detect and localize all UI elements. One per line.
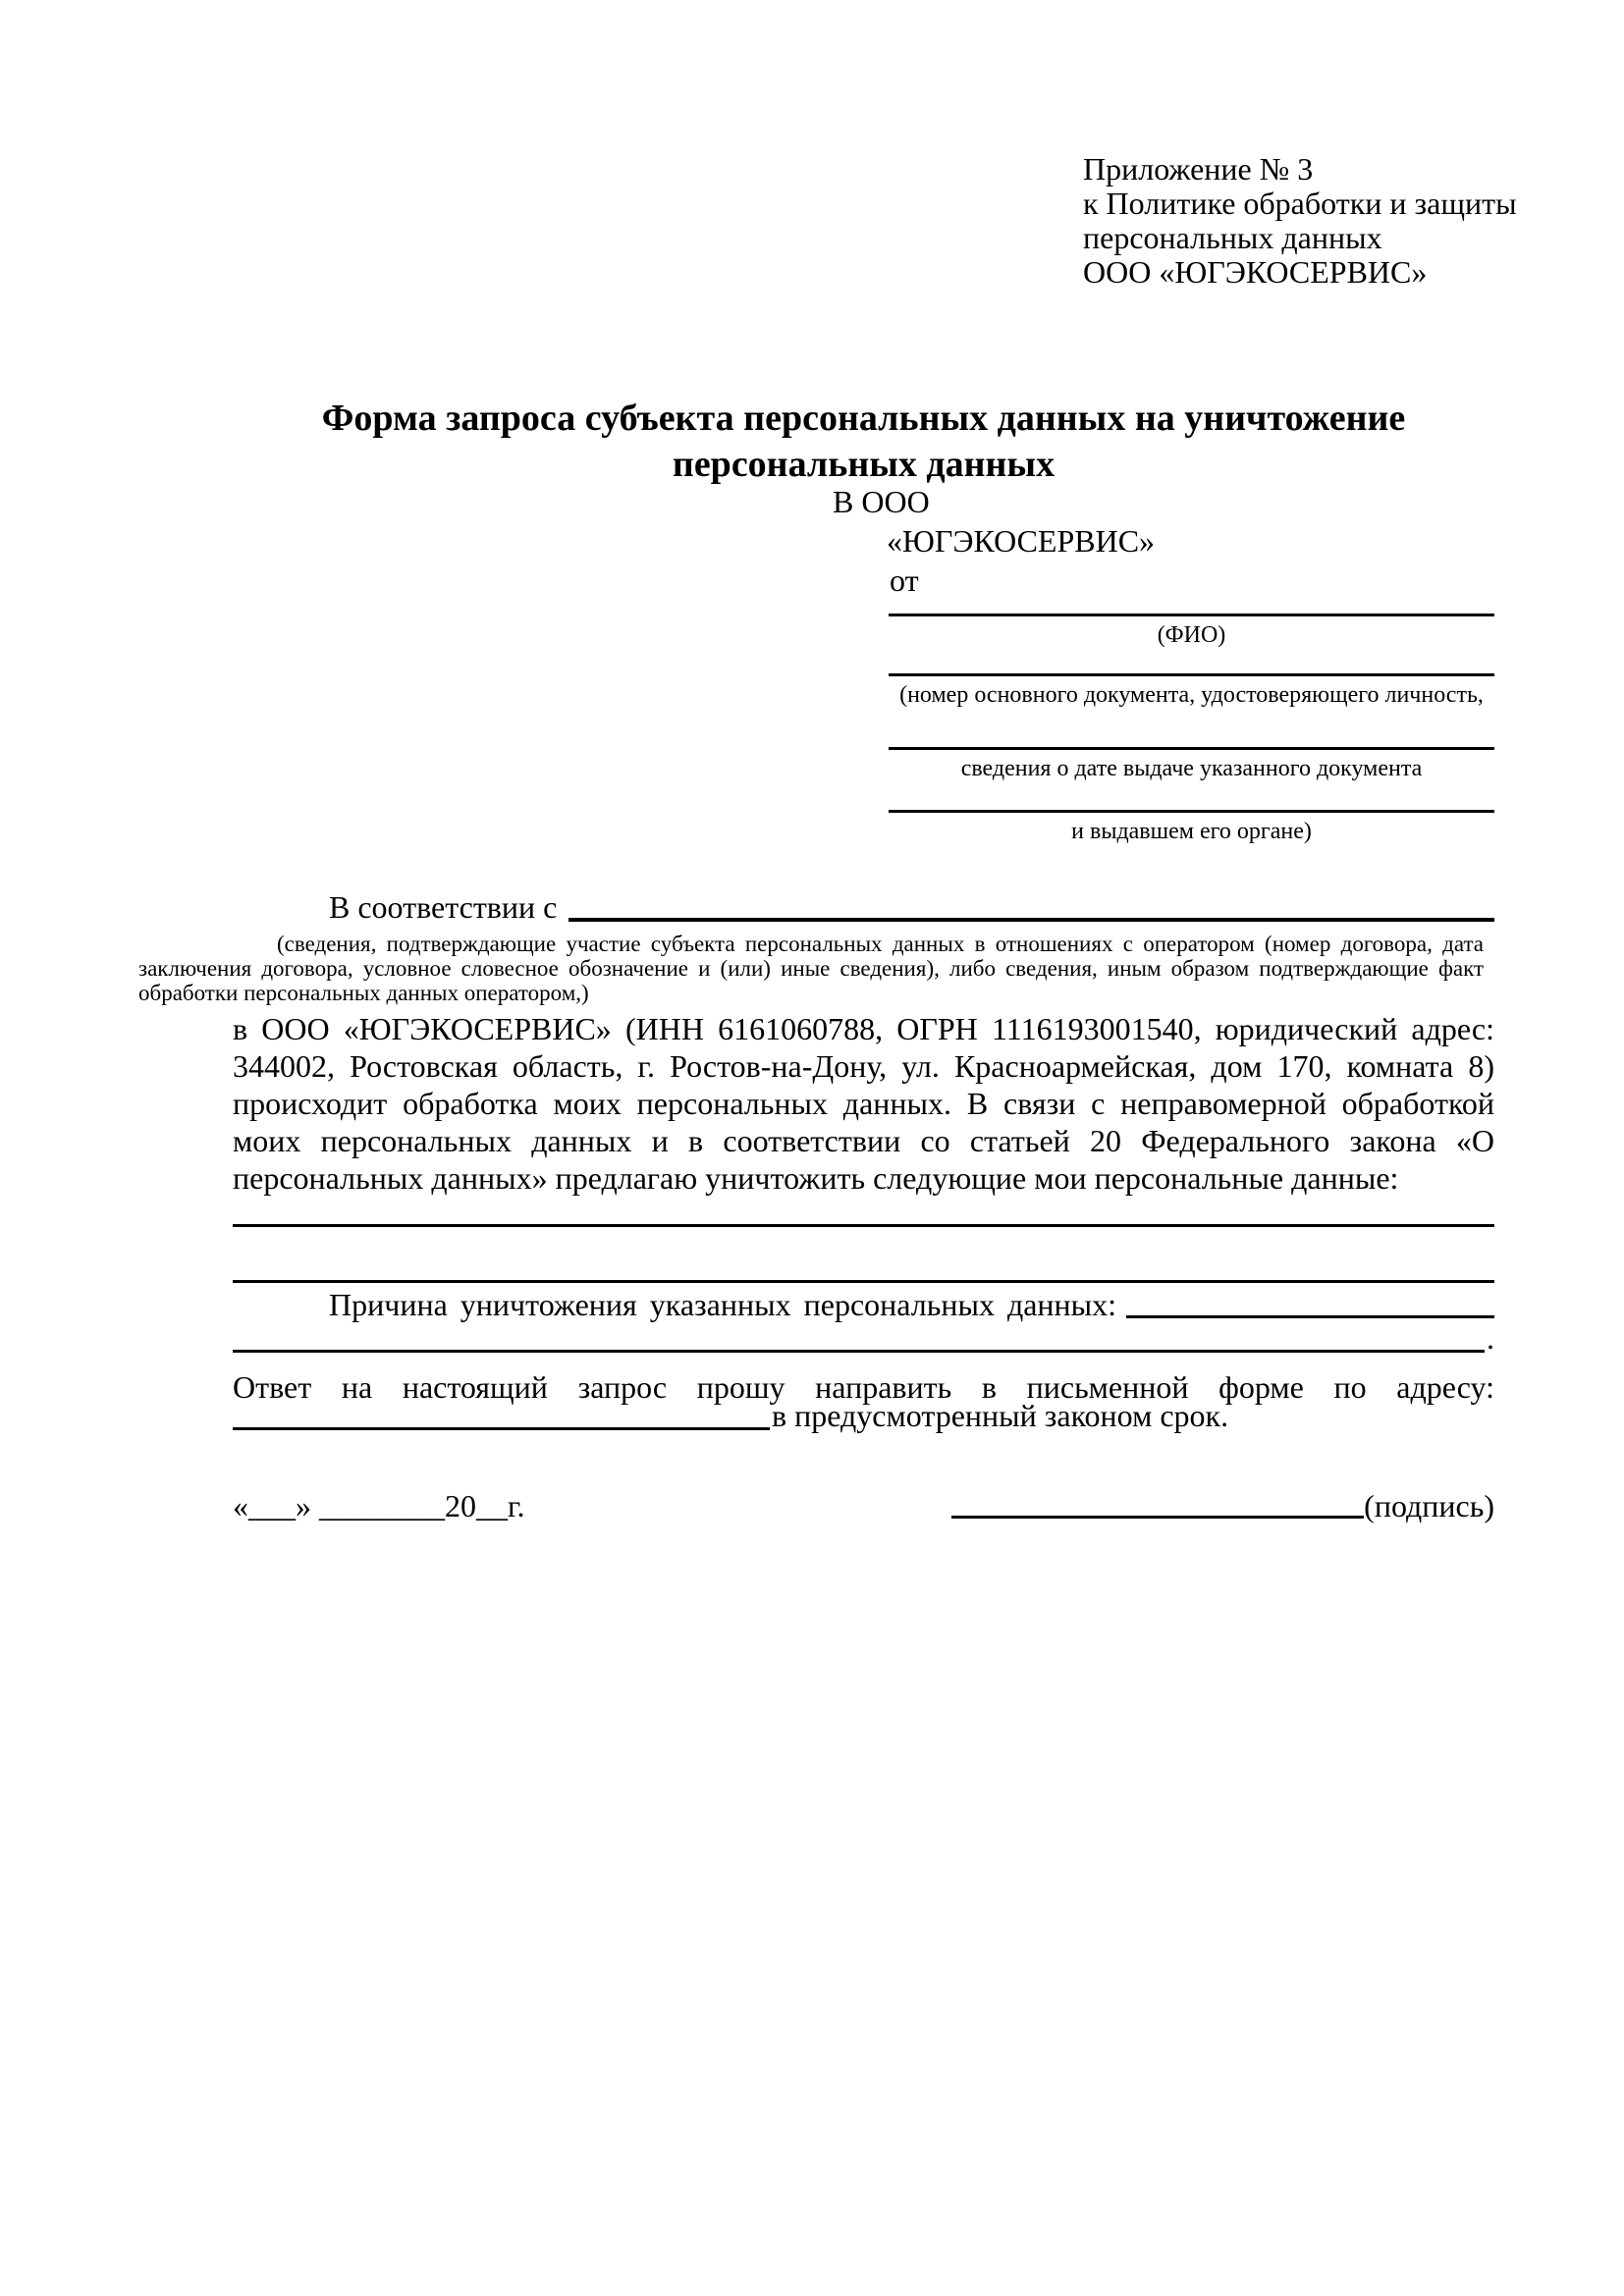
data-blank-line bbox=[233, 1224, 1494, 1227]
body-paragraph bbox=[233, 1010, 1494, 1197]
addressee-to: В ООО bbox=[833, 484, 930, 519]
addressee-org: «ЮГЭКОСЕРВИС» bbox=[887, 523, 1156, 559]
body-line: 344002, Ростовская область, г. Ростов-на-Дону, ул. Красноармейская, дом 170, комната 8) bbox=[233, 1048, 1494, 1084]
appendix-line: Приложение № 3 bbox=[1083, 151, 1314, 187]
id-document-caption: (номер основного документа, удостоверяющего личность, bbox=[899, 682, 1484, 708]
body-line: происходит обработка моих персональных данных. В связи с неправомерной обработкой bbox=[233, 1086, 1494, 1121]
title-line: Форма запроса субъекта персональных данных на уничтожение bbox=[321, 398, 1406, 439]
reason-continuation-blank-line bbox=[233, 1350, 1485, 1353]
date-line: «___» ________20__г. bbox=[233, 1488, 525, 1523]
issuer-blank-line bbox=[889, 810, 1494, 813]
reason-label: Причина уничтожения указанных персональных данных: bbox=[329, 1287, 1117, 1322]
footnote-line: обработки персональных данных оператором,) bbox=[138, 981, 589, 1005]
document-title bbox=[233, 396, 1494, 488]
accordance-label: В соответствии с bbox=[329, 889, 558, 925]
footnote bbox=[138, 932, 1484, 1005]
signature-blank-line bbox=[951, 1516, 1364, 1519]
signature-caption: (подпись) bbox=[1364, 1488, 1494, 1523]
reason-continuation-row bbox=[233, 1321, 1494, 1357]
answer-paragraph: Ответ на настоящий запрос прошу направить в письменной форме по адресу: bbox=[233, 1369, 1494, 1405]
appendix-line: к Политике обработки и защиты bbox=[1083, 186, 1517, 221]
appendix-line: персональных данных bbox=[1083, 220, 1382, 255]
answer-tail-row bbox=[233, 1398, 1494, 1434]
footer-row bbox=[233, 1483, 1494, 1524]
appendix-block bbox=[1083, 152, 1517, 290]
reason-blank-line bbox=[1126, 1315, 1494, 1318]
signature-block bbox=[951, 1487, 1494, 1524]
accordance-blank-line bbox=[568, 918, 1494, 922]
accordance-row bbox=[233, 886, 1494, 926]
id-document-blank-line bbox=[889, 673, 1494, 676]
sentence-period: . bbox=[1487, 1320, 1494, 1356]
appendix-line: ООО «ЮГЭКОСЕРВИС» bbox=[1083, 254, 1428, 290]
issuer-caption: и выдавшем его органе) bbox=[1071, 819, 1312, 844]
reason-row bbox=[233, 1286, 1494, 1323]
body-line: моих персональных данных и в соответствии со статьей 20 Федерального закона «О bbox=[233, 1123, 1494, 1158]
data-blank-line bbox=[233, 1280, 1494, 1283]
fio-caption: (ФИО) bbox=[1157, 622, 1226, 648]
addressee-from: от bbox=[890, 562, 919, 598]
footnote-line: (сведения, подтверждающие участие субъекта персональных данных в отношениях с оператором (номер договора, дата bbox=[277, 932, 1484, 956]
issue-date-blank-line bbox=[889, 747, 1494, 750]
footnote-line: заключения договора, условное словесное обозначение и (или) иные сведения), либо сведения, иным образом подтверждающие факт bbox=[138, 956, 1484, 981]
fio-blank-line bbox=[889, 614, 1494, 616]
address-blank-line bbox=[233, 1427, 770, 1430]
issue-date-caption: сведения о дате выдаче указанного документа bbox=[960, 756, 1423, 781]
body-line: персональных данных» предлагаю уничтожить следующие мои персональные данные: bbox=[233, 1160, 1399, 1196]
body-line: в ООО «ЮГЭКОСЕРВИС» (ИНН 6161060788, ОГРН 1116193001540, юридический адрес: bbox=[233, 1011, 1494, 1046]
title-line: персональных данных bbox=[672, 444, 1056, 485]
answer-tail: в предусмотренный законом срок. bbox=[772, 1398, 1229, 1433]
